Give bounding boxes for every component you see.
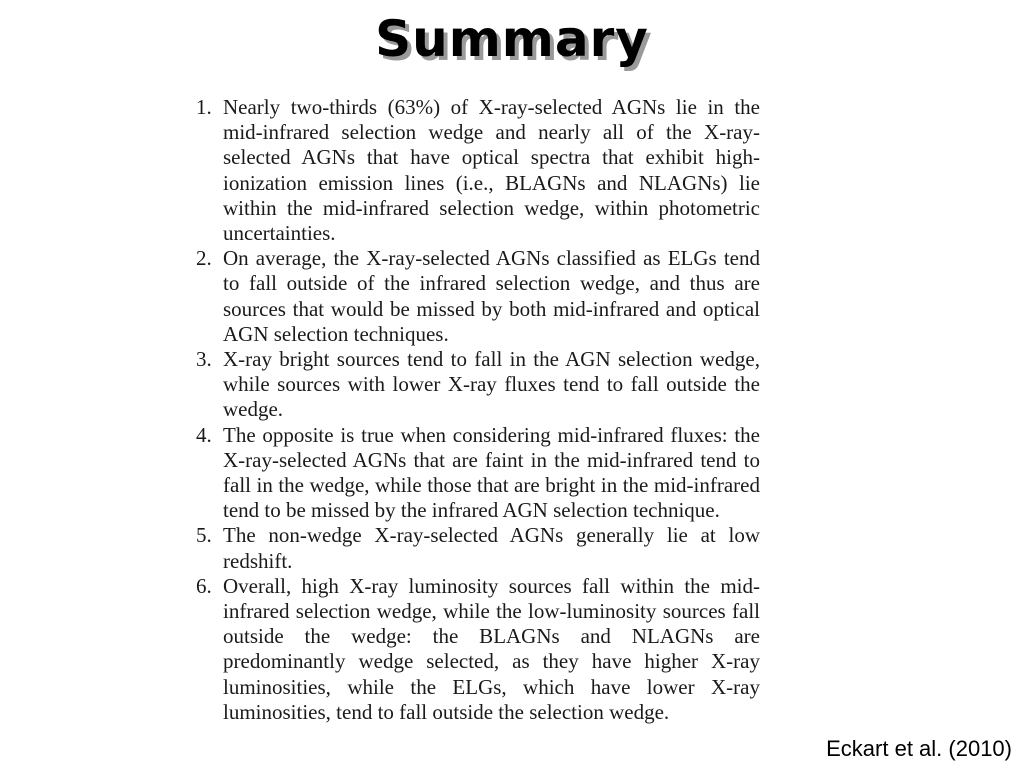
summary-list (192, 95, 760, 725)
summary-item-4 (192, 423, 760, 524)
slide-title: Summary (375, 10, 649, 68)
summary-item-1 (192, 95, 760, 246)
item-number: 1. (196, 95, 212, 119)
item-text: X-ray bright sources tend to fall in the AGN selection wedge, while sources with lower X-ray fluxes tend to fall outside the wedge. (223, 347, 760, 422)
summary-item-2 (192, 246, 760, 347)
item-text: The opposite is true when considering mid-infrared fluxes: the X-ray-selected AGNs that are faint in the mid-infrared tend to fall in the wedge, while those that are bright in the mid-infrared tend to be missed by the infrared AGN selection technique. (223, 422, 760, 523)
item-number: 3. (196, 347, 212, 372)
item-number: 2. (196, 246, 212, 271)
item-number: 5. (196, 523, 212, 548)
item-number: 6. (196, 573, 212, 598)
citation: Eckart et al. (2010) (826, 736, 1012, 761)
summary-item-3 (192, 347, 760, 423)
item-text: Nearly two-thirds (63%) of X-ray-selected AGNs lie in the mid-infrared selection wedge and nearly all of the X-ray-selected AGNs that have optical spectra that exhibit high-ionization emission lines (i.e., BLAGNs and NLAGNs) lie within the mid-infrared selection wedge, within photometric uncertainties. (223, 95, 760, 246)
summary-item-5 (192, 523, 760, 573)
item-text: On average, the X-ray-selected AGNs classified as ELGs tend to fall outside of the infrared selection wedge, and thus are sources that would be missed by both mid-infrared and optical AGN selection techniques. (223, 246, 760, 346)
item-number: 4. (196, 422, 212, 447)
summary-item-6 (192, 574, 760, 725)
item-text: Overall, high X-ray luminosity sources fall within the mid-infrared selection wedge, while the low-luminosity sources fall outside the wedge: the BLAGNs and NLAGNs are predominantly wedge selected, as they have higher X-ray luminosities, while the ELGs, which have lower X-ray luminosities, tend to fall outside the selection wedge. (223, 573, 760, 724)
item-text: The non-wedge X-ray-selected AGNs generally lie at low redshift. (223, 523, 760, 573)
